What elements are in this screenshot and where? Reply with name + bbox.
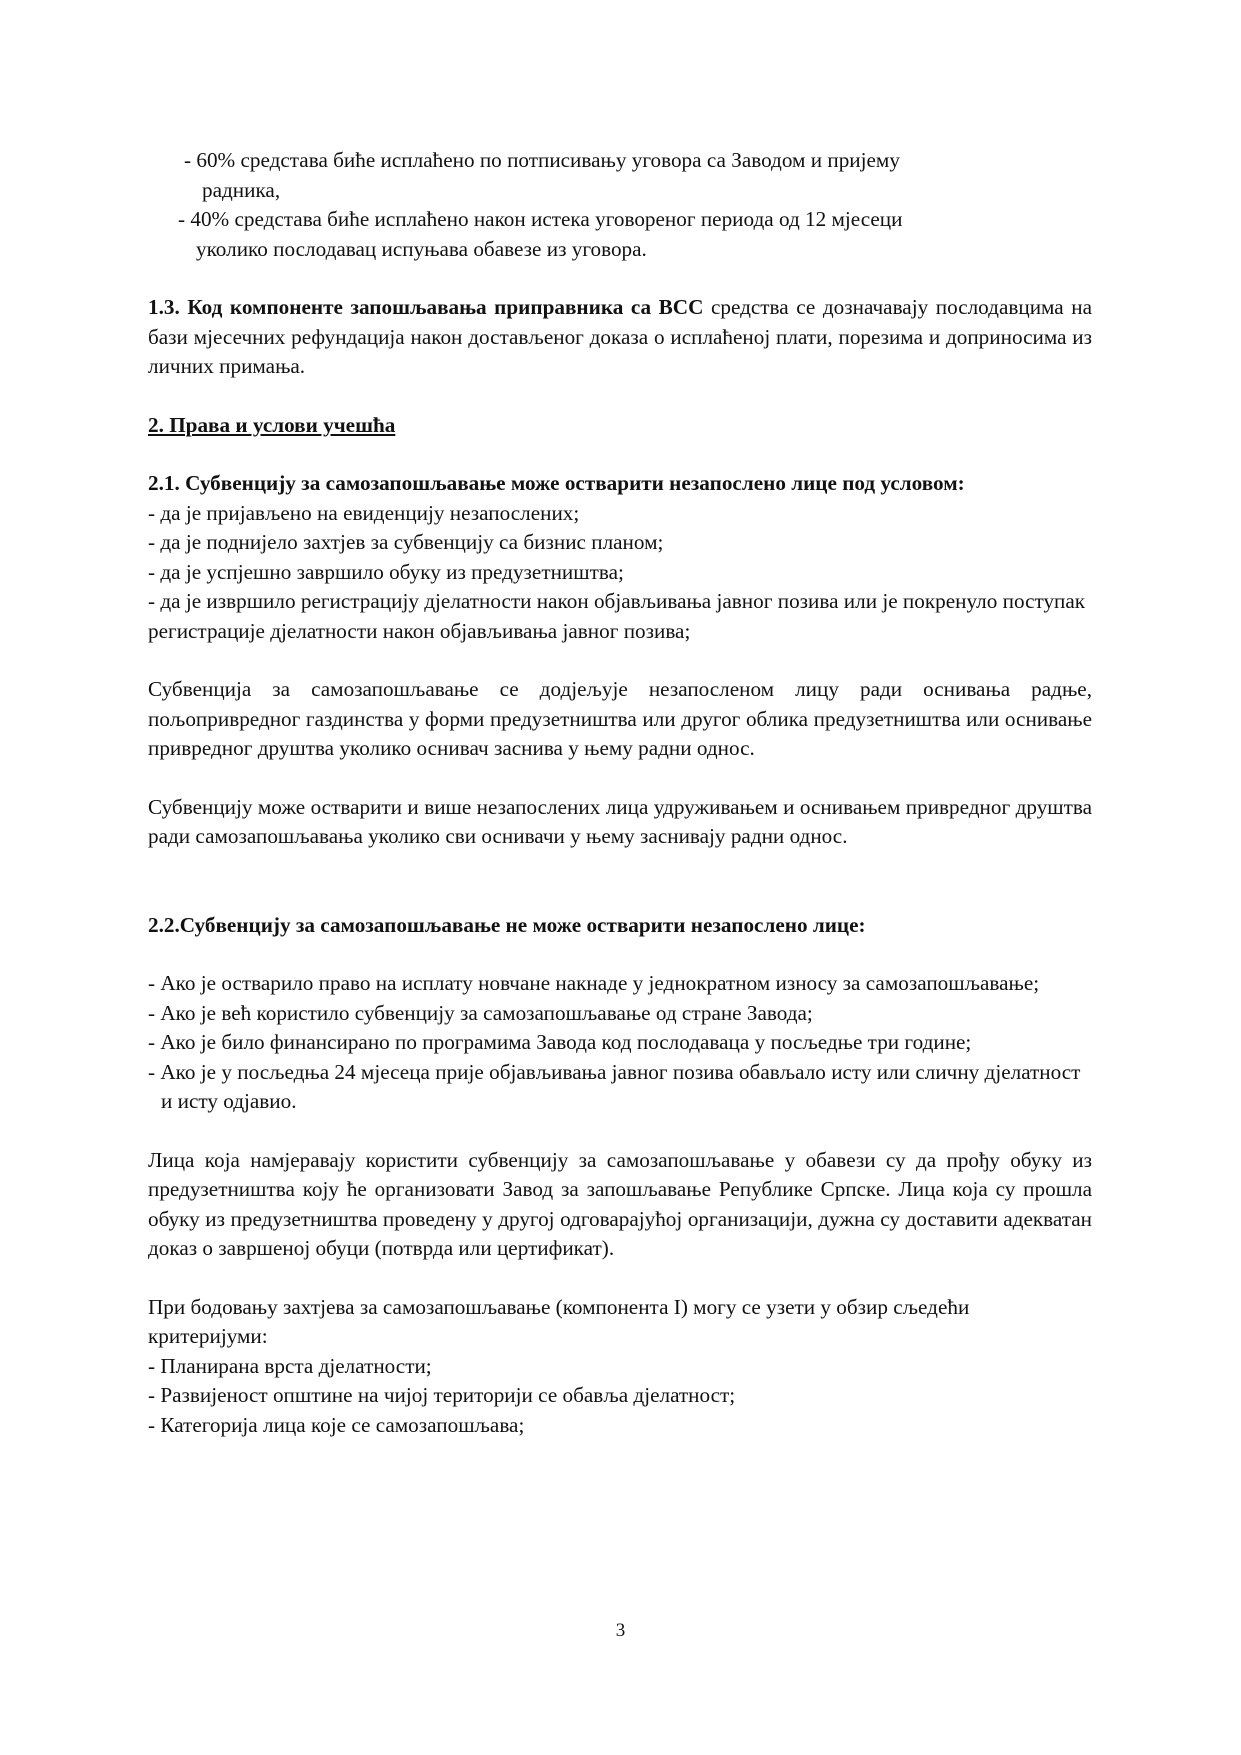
list-item: - Развијеност општине на чијој територији се обавља дјелатност; <box>148 1383 736 1407</box>
subsidy-paragraph: Субвенција за самозапошљавање се додјељује незапосленом лицу ради оснивања радње, пољопривредног газдинства у форми предузетништва или другог облика предузетништва или оснивање привредног друштва уколико оснивач заснива у њему радни однос. <box>148 677 1092 760</box>
list-item: - да је поднијело захтјев за субвенцију са бизнис планом; <box>148 530 664 554</box>
section-1-3-lead: 1.3. Код компоненте запошљавања приправника са ВСС <box>148 295 704 319</box>
list-item: - Планирана врста дјелатности; <box>148 1353 432 1378</box>
page-number: 3 <box>615 1620 626 1641</box>
section-1-3-paragraph <box>148 293 1092 382</box>
list-item-text-continued: радника, <box>202 177 281 202</box>
group-subsidy-paragraph: Субвенцију може остварити и више незапослених лица удруживањем и оснивањем привредног друштва ради самозапошљавања уколико сви оснивачи у њему заснивају радни однос. <box>148 794 1092 848</box>
list-item: - Ако је било финансирано по програмима Завода код послодаваца у посљедње три године; <box>148 1030 972 1054</box>
section-2-heading: 2. Права и услови учешћа <box>148 412 396 437</box>
exclusions-list <box>148 969 1092 1117</box>
section-2-1-heading: 2.1. Субвенцију за самозапошљавање може остварити незапослено лице под условом: <box>148 471 965 495</box>
document-body <box>148 146 1092 1440</box>
list-item: - да је успјешно завршило обуку из предузетништва; <box>148 559 624 584</box>
list-item: - Ако је остварило право на исплату новчане накнаде у једнократном износу за самозапошљавање; <box>148 971 1040 995</box>
section-1-3-text: средства се дозначавају послодавцима на бази мјесечних рефундација након достављеног доказа о исплаћеној плати, порезима и доприносима из личних примања. <box>148 295 1093 378</box>
criteria-list <box>148 1352 1092 1441</box>
list-item: - Ако је већ користило субвенцију за самозапошљавање од стране Завода; <box>148 1000 813 1025</box>
training-paragraph: Лица која намјеравају користити субвенцију за самозапошљавање у обавези су да прођу обуку из предузетништва коју ће организовати Завод за запошљавање Републике Српске. Лица која су прошла обуку из предузетништва проведену у другој одговарајућој организацији, дужна су доставити адекватан доказ о завршеној обуци (потврда или цертификат). <box>148 1147 1092 1260</box>
list-item: - да је извршило регистрацију дјелатности након објављивања јавног позива или је покренуло поступак регистрације дјелатности након објављивања јавног позива; <box>148 589 1086 643</box>
list-item: - Ако је у посљедња 24 мјесеца прије објављивања јавног позива обављало исту или сличну дјелатност и исту одјавио. <box>148 1059 1081 1113</box>
section-2-2-heading: 2.2.Субвенцију за самозапошљавање не може остварити незапослено лице: <box>148 912 866 937</box>
list-item <box>148 205 1092 264</box>
intro-list <box>148 146 1092 264</box>
list-item <box>148 146 1092 205</box>
list-item-text-continued: уколико послодавац испуњава обавезе из уговора. <box>196 236 647 261</box>
conditions-list <box>148 499 1092 647</box>
criteria-paragraph: При бодовању захтјева за самозапошљавање (компонента I) могу се узети у обзир сљедећи критеријуми: <box>148 1294 970 1348</box>
list-item: - Категорија лица које се самозапошљава; <box>148 1412 525 1437</box>
list-item-text: - 40% средстава биће исплаћено након истека уговореног периода од 12 мјесеци <box>178 207 903 231</box>
list-item-text: - 60% средстава биће исплаћено по потписивању уговора са Заводом и пријему <box>184 148 900 172</box>
list-item: - да је пријављено на евиденцију незапослених; <box>148 500 580 525</box>
